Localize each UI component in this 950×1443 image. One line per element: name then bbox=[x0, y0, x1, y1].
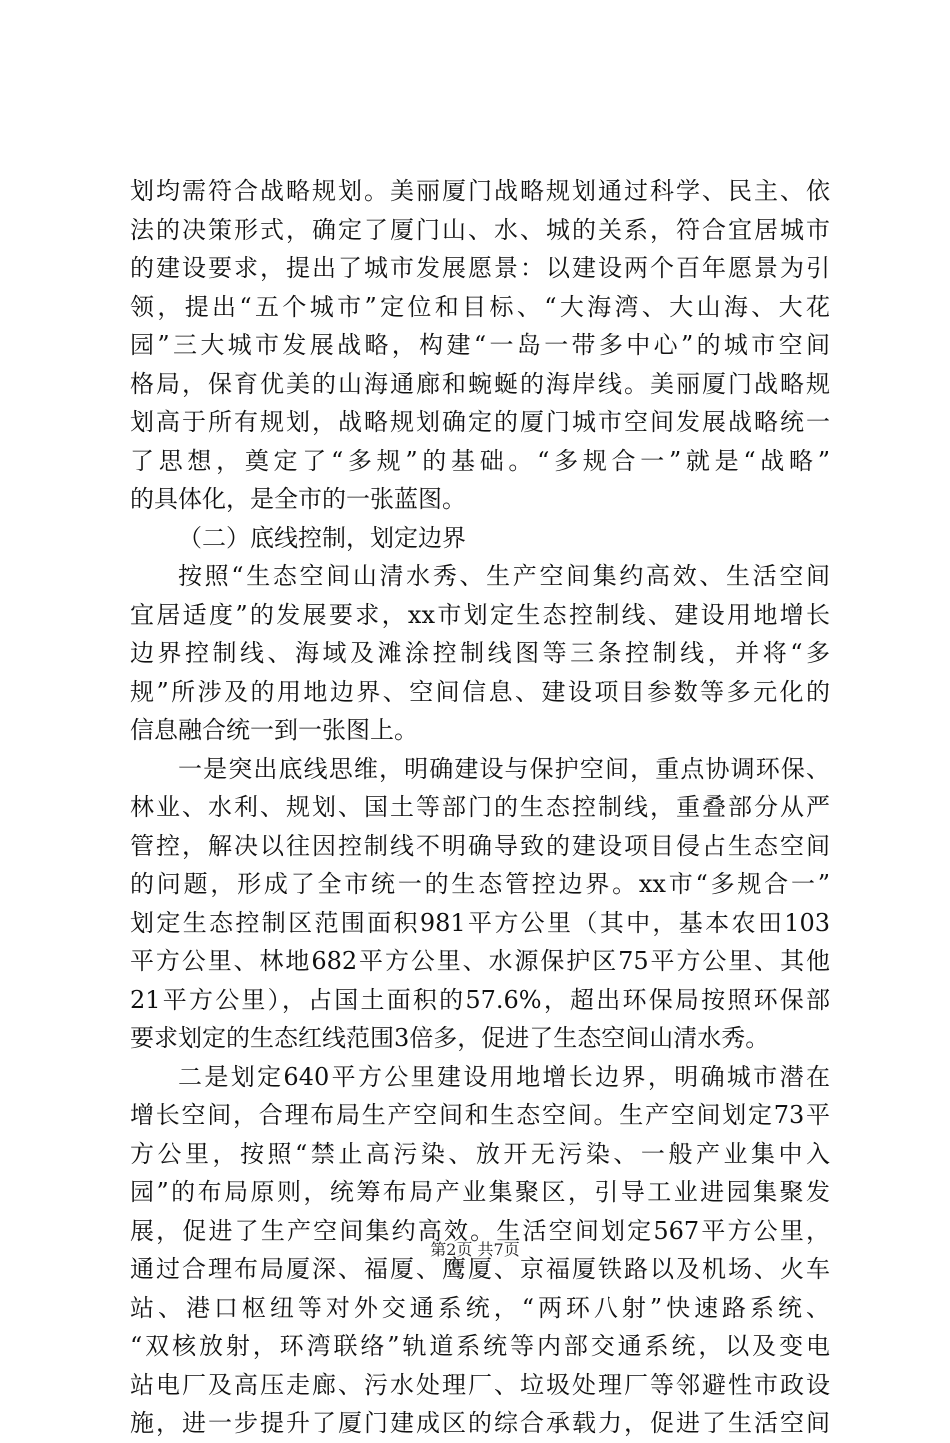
text-line: 按照“生态空间山清水秀、生产空间集约高效、生活空间 bbox=[178, 562, 830, 590]
text-line: 的具体化，是全市的一张蓝图。 bbox=[130, 485, 466, 513]
text-line: 了思想，奠定了“多规”的基础。“多规合一”就是“战略” bbox=[130, 446, 830, 475]
text-line: 法的决策形式，确定了厦门山、水、城的关系，符合宜居城市 bbox=[130, 215, 830, 244]
text-line: 一是突出底线思维，明确建设与保护空间，重点协调环保、 bbox=[178, 754, 830, 783]
text-line: 管控，解决以往因控制线不明确导致的建设项目侵占生态空间 bbox=[130, 831, 830, 860]
text-line: 园”三大城市发展战略，构建“一岛一带多中心”的城市空间 bbox=[130, 331, 830, 359]
text-line: 展，促进了生产空间集约高效。生活空间划定567平方公里， bbox=[130, 1216, 830, 1245]
text-line: “双核放射，环湾联络”轨道系统等内部交通系统，以及变电 bbox=[130, 1332, 830, 1360]
text-line: 信息融合统一到一张图上。 bbox=[130, 716, 418, 744]
page-footer: 第2页 共7页 bbox=[430, 1240, 520, 1259]
text-line: 园”的布局原则，统筹布局产业集聚区，引导工业进园集聚发 bbox=[130, 1178, 830, 1206]
text-line: 站电厂及高压走廊、污水处理厂、垃圾处理厂等邻避性市政设 bbox=[130, 1370, 830, 1399]
text-line: 划定生态控制区范围面积981平方公里（其中，基本农田103 bbox=[130, 908, 830, 937]
text-line: 站、港口枢纽等对外交通系统，“两环八射”快速路系统、 bbox=[130, 1293, 830, 1322]
text-line: 宜居适度”的发展要求，xx市划定生态控制线、建设用地增长 bbox=[130, 600, 830, 629]
text-line: 划高于所有规划，战略规划确定的厦门城市空间发展战略统一 bbox=[130, 408, 830, 436]
text-line: 规”所涉及的用地边界、空间信息、建设项目参数等多元化的 bbox=[130, 677, 830, 706]
text-line: 平方公里、林地682平方公里、水源保护区75平方公里、其他 bbox=[130, 947, 830, 975]
text-line: 施，进一步提升了厦门建成区的综合承载力，促进了生活空间 bbox=[130, 1409, 830, 1437]
text-line: 边界控制线、海域及滩涂控制线图等三条控制线，并将“多 bbox=[130, 639, 830, 667]
text-line: 方公里，按照“禁止高污染、放开无污染、一般产业集中入 bbox=[130, 1139, 830, 1168]
text-line: 二是划定640平方公里建设用地增长边界，明确城市潜在 bbox=[178, 1062, 830, 1091]
text-line: 21平方公里），占国土面积的57.6%，超出环保局按照环保部 bbox=[130, 985, 830, 1014]
text-line: 要求划定的生态红线范围3倍多，促进了生态空间山清水秀。 bbox=[130, 1024, 770, 1052]
text-line: 通过合理布局厦深、福厦、鹰厦、京福厦铁路以及机场、火车 bbox=[130, 1255, 830, 1283]
text-line: 林业、水利、规划、国土等部门的生态控制线，重叠部分从严 bbox=[130, 793, 830, 821]
text-line: 领，提出“五个城市”定位和目标、“大海湾、大山海、大花 bbox=[130, 292, 830, 321]
text-line: 划均需符合战略规划。美丽厦门战略规划通过科学、民主、依 bbox=[130, 177, 830, 205]
text-line: 的建设要求，提出了城市发展愿景：以建设两个百年愿景为引 bbox=[130, 254, 830, 282]
text-line: 增长空间，合理布局生产空间和生态空间。生产空间划定73平 bbox=[130, 1101, 830, 1129]
text-line: （二）底线控制，划定边界 bbox=[178, 523, 466, 552]
text-line: 的问题，形成了全市统一的生态管控边界。xx市“多规合一” bbox=[130, 870, 830, 898]
text-line: 格局，保育优美的山海通廊和蜿蜒的海岸线。美丽厦门战略规 bbox=[130, 369, 830, 398]
